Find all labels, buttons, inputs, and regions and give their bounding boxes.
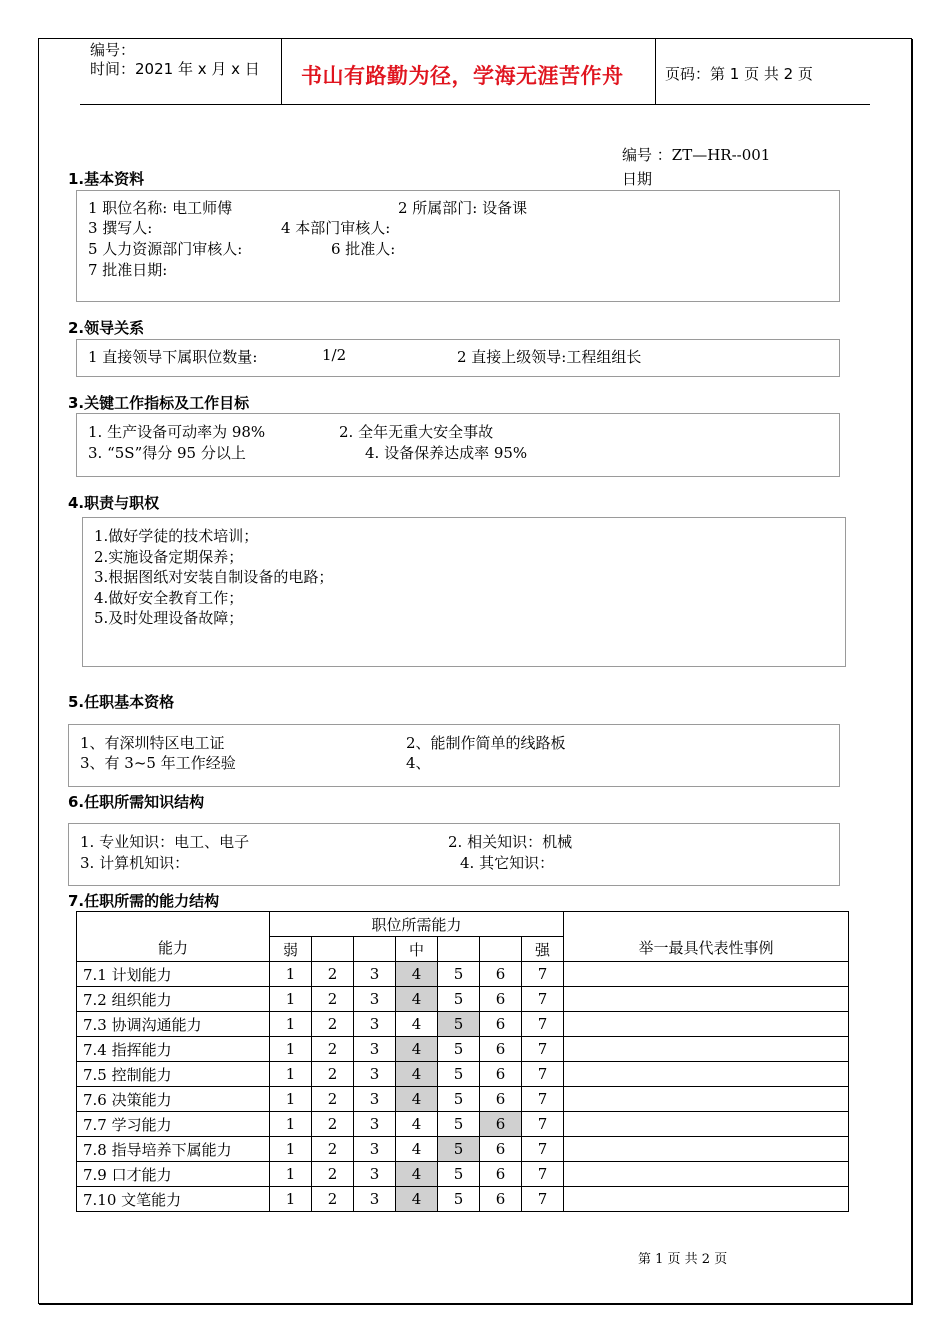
ability-level-cell: 5 [438, 1037, 480, 1062]
qualification-2: 2、能制作简单的线路板 [406, 734, 566, 752]
ability-level-cell: 1 [270, 1062, 312, 1087]
ability-level-cell: 3 [354, 1187, 396, 1212]
duty-2: 2.实施设备定期保养； [94, 548, 244, 566]
scale-label [354, 937, 396, 962]
duty-5: 5.及时处理设备故障； [94, 609, 244, 627]
ability-level-cell: 7 [522, 1062, 564, 1087]
ability-level-cell: 6 [480, 962, 522, 987]
header-divider-left [281, 38, 282, 105]
ability-level-cell: 5 [438, 1087, 480, 1112]
scale-label: 中 [396, 937, 438, 962]
ability-level-cell: 1 [270, 1187, 312, 1212]
ability-example-cell [564, 1187, 849, 1212]
ability-level-cell: 6 [480, 987, 522, 1012]
ability-level-cell: 6 [480, 1087, 522, 1112]
ability-level-cell: 4 [396, 1137, 438, 1162]
header-motto: 书山有路勤为径，学海无涯苦作舟 [301, 64, 624, 88]
ability-name: 7.6 决策能力 [77, 1087, 270, 1112]
ability-level-cell: 1 [270, 1037, 312, 1062]
leadership-direct-superior: 2 直接上级领导:工程组组长 [457, 348, 642, 366]
ability-level-cell: 5 [438, 962, 480, 987]
knowledge-4: 4. 其它知识： [460, 854, 555, 872]
ability-level-cell: 3 [354, 1162, 396, 1187]
ability-level-cell: 2 [312, 987, 354, 1012]
section-2-title: 2.领导关系 [68, 319, 145, 337]
ability-level-cell: 6 [480, 1112, 522, 1137]
ability-example-cell [564, 1112, 849, 1137]
ability-row [77, 1112, 849, 1137]
section-6-title: 6.任职所需知识结构 [68, 793, 205, 811]
ability-level-cell: 1 [270, 962, 312, 987]
duty-4: 4.做好安全教育工作； [94, 589, 244, 607]
duty-1: 1.做好学徒的技术培训； [94, 527, 259, 545]
ability-level-cell: 1 [270, 1087, 312, 1112]
ability-level-cell: 1 [270, 1162, 312, 1187]
ability-level-cell: 6 [480, 1037, 522, 1062]
scale-label [312, 937, 354, 962]
ability-level-cell: 3 [354, 962, 396, 987]
ability-row [77, 987, 849, 1012]
ability-example-cell [564, 1087, 849, 1112]
qualification-1: 1、有深圳特区电工证 [80, 734, 225, 752]
kpi-2: 2. 全年无重大安全事故 [339, 423, 494, 441]
basic-position-name: 1 职位名称: 电工师傅 [88, 199, 233, 217]
ability-level-cell: 6 [480, 1187, 522, 1212]
kpi-3: 3. “5S”得分 95 分以上 [88, 444, 246, 462]
ability-level-cell: 7 [522, 1087, 564, 1112]
basic-department: 2 所属部门: 设备课 [398, 199, 528, 217]
leadership-subordinate-count: 1/2 [322, 346, 347, 364]
ability-level-cell: 3 [354, 1062, 396, 1087]
ability-level-cell: 3 [354, 1137, 396, 1162]
ability-name: 7.9 口才能力 [77, 1162, 270, 1187]
knowledge-2: 2. 相关知识：机械 [448, 833, 573, 851]
ability-row [77, 1087, 849, 1112]
ability-example-cell [564, 1162, 849, 1187]
header-number-label: 编号： [90, 41, 136, 59]
ability-level-cell: 6 [480, 1062, 522, 1087]
ability-name: 7.3 协调沟通能力 [77, 1012, 270, 1037]
basic-dept-reviewer: 4 本部门审核人: [281, 219, 391, 237]
ability-row [77, 1037, 849, 1062]
ability-level-cell: 4 [396, 987, 438, 1012]
ability-level-cell: 4 [396, 1037, 438, 1062]
doc-date-label: 日期 [622, 170, 653, 188]
ability-level-cell: 5 [438, 1137, 480, 1162]
ability-example-cell [564, 1012, 849, 1037]
ability-row [77, 1012, 849, 1037]
ability-level-cell: 7 [522, 1162, 564, 1187]
ability-level-cell: 2 [312, 1087, 354, 1112]
ability-level-cell: 7 [522, 1037, 564, 1062]
ability-level-cell: 3 [354, 1037, 396, 1062]
ability-level-cell: 7 [522, 1112, 564, 1137]
knowledge-3: 3. 计算机知识： [80, 854, 190, 872]
ability-level-cell: 4 [396, 1162, 438, 1187]
ability-level-cell: 1 [270, 987, 312, 1012]
section-1-title: 1.基本资料 [68, 170, 145, 188]
ability-level-cell: 3 [354, 1012, 396, 1037]
scale-label [438, 937, 480, 962]
qualification-3: 3、有 3~5 年工作经验 [80, 754, 236, 772]
ability-level-cell: 7 [522, 962, 564, 987]
ability-name: 7.7 学习能力 [77, 1112, 270, 1137]
ability-name: 7.2 组织能力 [77, 987, 270, 1012]
section-3-title: 3.关键工作指标及工作目标 [68, 394, 250, 412]
ability-table [76, 911, 849, 1212]
kpi-1: 1. 生产设备可动率为 98% [88, 423, 266, 441]
ability-name: 7.5 控制能力 [77, 1062, 270, 1087]
ability-level-cell: 5 [438, 1062, 480, 1087]
ability-level-cell: 2 [312, 962, 354, 987]
ability-level-cell: 2 [312, 1137, 354, 1162]
ability-level-cell: 5 [438, 1112, 480, 1137]
ability-example-cell [564, 1062, 849, 1087]
ability-level-cell: 6 [480, 1012, 522, 1037]
scale-label [480, 937, 522, 962]
ability-level-cell: 7 [522, 1187, 564, 1212]
ability-name: 7.10 文笔能力 [77, 1187, 270, 1212]
ability-example-cell [564, 987, 849, 1012]
basic-approval-date: 7 批准日期: [88, 261, 168, 279]
ability-level-cell: 1 [270, 1137, 312, 1162]
header-divider-right [655, 38, 656, 105]
doc-code: 编号 ：ZT—HR--001 [622, 146, 771, 164]
ability-name: 7.8 指导培养下属能力 [77, 1137, 270, 1162]
ability-level-cell: 3 [354, 1087, 396, 1112]
ability-level-cell: 4 [396, 1087, 438, 1112]
ability-example-cell [564, 1037, 849, 1062]
ability-level-cell: 2 [312, 1037, 354, 1062]
ability-example-cell [564, 962, 849, 987]
kpi-4: 4. 设备保养达成率 95% [365, 444, 528, 462]
basic-hr-reviewer: 5 人力资源部门审核人: [88, 240, 243, 258]
header-bottom-rule [80, 104, 870, 105]
example-header: 举一最具代表性事例 [564, 912, 849, 962]
ability-level-cell: 7 [522, 987, 564, 1012]
scale-label: 强 [522, 937, 564, 962]
ability-example-cell [564, 1137, 849, 1162]
basic-approver: 6 批准人: [331, 240, 396, 258]
ability-level-cell: 4 [396, 1012, 438, 1037]
ability-row [77, 1162, 849, 1187]
ability-level-cell: 7 [522, 1137, 564, 1162]
header-page-info: 页码：第 1 页 共 2 页 [665, 65, 813, 83]
ability-level-cell: 5 [438, 1012, 480, 1037]
leadership-subordinate-count-label: 1 直接领导下属职位数量: [88, 348, 258, 366]
section-7-title: 7.任职所需的能力结构 [68, 892, 220, 910]
basic-writer: 3 撰写人: [88, 219, 153, 237]
header-top-rule [80, 38, 870, 39]
ability-level-cell: 2 [312, 1012, 354, 1037]
ability-row [77, 1187, 849, 1212]
ability-level-cell: 4 [396, 962, 438, 987]
ability-level-cell: 1 [270, 1112, 312, 1137]
ability-level-cell: 5 [438, 987, 480, 1012]
ability-level-cell: 4 [396, 1187, 438, 1212]
required-ability-header: 职位所需能力 [270, 912, 564, 937]
ability-level-cell: 5 [438, 1162, 480, 1187]
ability-row [77, 1137, 849, 1162]
ability-header: 能力 [77, 912, 270, 962]
ability-level-cell: 7 [522, 1012, 564, 1037]
section-4-title: 4.职责与职权 [68, 494, 160, 512]
knowledge-1: 1. 专业知识：电工、电子 [80, 833, 250, 851]
ability-level-cell: 2 [312, 1162, 354, 1187]
header-time-label: 时间：2021 年 x 月 x 日 [90, 60, 260, 78]
ability-row [77, 1062, 849, 1087]
ability-level-cell: 3 [354, 1112, 396, 1137]
ability-row [77, 962, 849, 987]
ability-level-cell: 4 [396, 1062, 438, 1087]
ability-level-cell: 2 [312, 1112, 354, 1137]
scale-label: 弱 [270, 937, 312, 962]
ability-level-cell: 3 [354, 987, 396, 1012]
section-5-title: 5.任职基本资格 [68, 693, 175, 711]
ability-level-cell: 4 [396, 1112, 438, 1137]
ability-level-cell: 2 [312, 1062, 354, 1087]
footer-page-number: 第 1 页 共 2 页 [638, 1252, 728, 1267]
ability-name: 7.4 指挥能力 [77, 1037, 270, 1062]
ability-name: 7.1 计划能力 [77, 962, 270, 987]
ability-level-cell: 1 [270, 1012, 312, 1037]
ability-level-cell: 2 [312, 1187, 354, 1212]
ability-level-cell: 6 [480, 1162, 522, 1187]
ability-level-cell: 6 [480, 1137, 522, 1162]
duty-3: 3.根据图纸对安装自制设备的电路； [94, 568, 334, 586]
qualification-4: 4、 [406, 754, 431, 772]
ability-level-cell: 5 [438, 1187, 480, 1212]
